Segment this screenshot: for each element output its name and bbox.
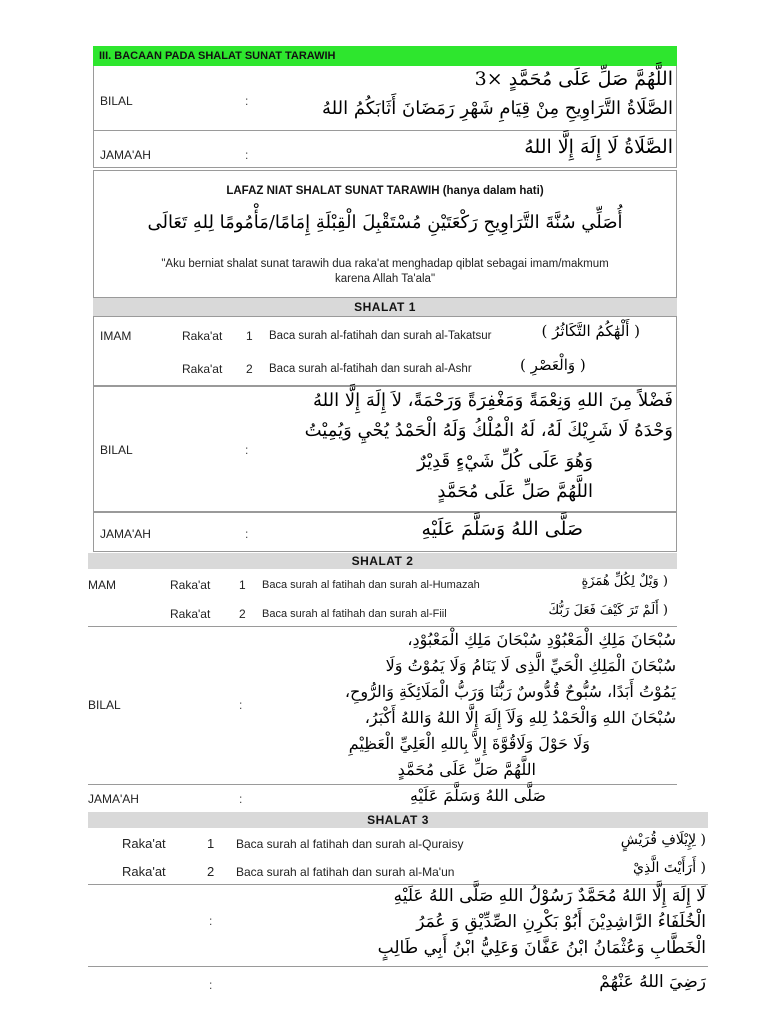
rakaat-label: Raka'at — [170, 578, 211, 592]
rakaat-surah-arabic: ( أَلْهَٰكُمُ التَّكَاثُرُ ) — [541, 322, 640, 340]
niat-title: LAFAZ NIAT SHALAT SUNAT TARAWIH (hanya dalam hati) — [226, 185, 544, 197]
rakaat-description: Baca surah al fatihah dan surah al-Quraisy — [236, 837, 464, 851]
rakaat-description: Baca surah al-fatihah dan surah al-Ashr — [269, 363, 472, 375]
bilal-line: سُبْحَانَ مَلِكِ الْمَعْبُوْدِ سُبْحَانَ مَلِكِ الْمَعْبُوْدِ، — [407, 630, 676, 649]
jamaah-label: JAMA'AH — [88, 792, 139, 806]
rakaat-surah-arabic: ( وَيْلٌ لِكُلِّ هُمَزَةٍ — [581, 574, 668, 589]
bilal-line: وَحْدَهُ لَا شَرِيْكَ لَهُ، لَهُ الْمُلْكُ وَلَهُ الْحَمْدُ يُحْيِ وَيُمِيْتُ — [304, 420, 673, 441]
row-divider — [88, 784, 677, 785]
rakaat-surah-arabic: ( لِإِيْلَافِ قُرَيْشٍ — [620, 832, 706, 848]
bilal-label: BILAL — [88, 698, 121, 712]
niat-arabic: أُصَلِّي سُنَّةَ التَّرَاوِيحِ رَكْعَتَيْنِ مُسْتَقْبِلَ الْقِبْلَةِ إِمَامًا/مَأْمُومًا لِلهِ تَعَالَى — [147, 212, 623, 233]
niat-translation-line2: karena Allah Ta'ala" — [334, 273, 436, 285]
rakaat-description: Baca surah al fatihah dan surah al-Humazah — [262, 579, 480, 591]
rakaat-surah-arabic: ( أَلَمْ تَرَ كَيْفَ فَعَلَ رَبُّكَ — [548, 603, 668, 618]
shalat1-jamaah-box — [93, 512, 677, 552]
rakaat-number: 2 — [239, 607, 246, 621]
rakaat-surah-arabic: ( أَرَأَيْتَ الَّذِيْ — [632, 860, 706, 876]
bilal-line: اللَّهُمَّ صَلِّ عَلَى مُحَمَّدٍ — [397, 760, 536, 779]
row-divider — [88, 626, 677, 627]
colon: : — [209, 914, 213, 928]
rakaat-label: Raka'at — [182, 362, 223, 376]
rakaat-number: 1 — [246, 329, 253, 343]
section-header: III. BACAAN PADA SHALAT SUNAT TARAWIH — [93, 46, 677, 66]
rakaat-number: 2 — [246, 362, 253, 376]
colon: : — [239, 792, 243, 806]
niat-translation-line1: "Aku berniat shalat sunat tarawih dua raka'at menghadap qiblat sebagai imam/makmum — [161, 258, 609, 270]
jamaah-text: صَلَّى اللهُ وَسَلَّمَ عَلَيْهِ — [410, 786, 546, 805]
jamaah-label: JAMA'AH — [100, 148, 151, 162]
rakaat-label: Raka'at — [122, 864, 166, 879]
rakaat-label: Raka'at — [170, 607, 211, 621]
jamaah-text: صَلَّى اللهُ وَسَلَّمَ عَلَيْهِ — [421, 518, 583, 540]
bilal-line: يَمُوْتُ أَبَدًا، سُبُّوحٌ قُدُّوسٌ رَبُّنَا وَرَبُّ الْمَلَائِكَةِ وَالرُّوحِ، — [344, 682, 676, 701]
rakaat-label: Raka'at — [122, 836, 166, 851]
colon: : — [245, 527, 249, 541]
bilal-line: وَهُوَ عَلَى كُلِّ شَيْءٍ قَدِيْرٌ — [417, 451, 593, 472]
bilal-line: وَلَا حَوْلَ وَلَاقُوَّةَ إِلاَّ بِاللهِ الْعَلِيِّ الْعَظِيْمِ — [348, 734, 590, 753]
row-divider — [93, 130, 677, 131]
bilal-opening-line2: الصَّلَاةُ التَّرَاوِيحِ مِنْ قِيَامِ شَهْرِ رَمَضَانَ أَثَابَكُمُ اللهُ — [322, 98, 673, 119]
bilal-line: الْخُلَفَاءُ الرَّاشِدِيْنَ أَبُوْ بَكْرِنِ الصِّدِّيْقِ وَ عُمَرُ — [416, 912, 706, 932]
bilal-line: سُبْحَانَ الْمَلِكِ الْحَيِّ الَّذِى لَا يَنَامُ وَلَا يَمُوْتُ وَلَا — [385, 656, 676, 675]
imam-label: IMAM — [100, 329, 132, 343]
colon: : — [245, 94, 249, 108]
jamaah-opening-text: الصَّلَاةُ لَا إِلَهَ إِلَّا اللهُ — [524, 136, 673, 158]
shalat3-header: SHALAT 3 — [88, 812, 708, 828]
rakaat-number: 2 — [207, 864, 215, 879]
row-divider — [88, 966, 708, 967]
rakaat-number: 1 — [239, 578, 246, 592]
colon: : — [209, 978, 213, 992]
shalat2-header: SHALAT 2 — [88, 553, 677, 569]
rakaat-surah-arabic: ( وَالْعَصْرِ ) — [520, 356, 586, 374]
colon: : — [239, 698, 243, 712]
closing-line: رَضِيَ اللهُ عَنْهُمْ — [599, 972, 706, 992]
jamaah-label: JAMA'AH — [100, 527, 151, 541]
bilal-opening-line1: اللَّهُمَّ صَلِّ عَلَى مُحَمَّدٍ ×3 — [474, 68, 673, 90]
imam-label: MAM — [88, 578, 116, 592]
bilal-line: اللَّهُمَّ صَلِّ عَلَى مُحَمَّدٍ — [437, 481, 593, 502]
colon: : — [245, 443, 249, 457]
bilal-line: سُبْحَانَ اللهِ وَالْحَمْدُ لِلهِ وَلَاَ إِلَهَ إِلَّا اللهُ وَاللهُ أَكْبَرُ، — [364, 708, 676, 727]
rakaat-description: Baca surah al fatihah dan surah al-Fiil — [262, 608, 447, 620]
rakaat-number: 1 — [207, 836, 215, 851]
rakaat-description: Baca surah al fatihah dan surah al-Ma'un — [236, 865, 455, 879]
bilal-line: الْخَطَّابِ وَعُثْمَانُ ابْنُ عَفَّانَ وَعَلِيُّ ابْنُ أَبِي طَالِبٍ — [377, 938, 706, 958]
bilal-line: لَا إِلَهَ إِلَّا اللهُ مُحَمَّدٌ رَسُوْلُ اللهِ صَلَّى اللهُ عَلَيْهِ — [393, 886, 706, 906]
bilal-line: فَضْلاً مِنَ اللهِ وَنِعْمَةً وَمَغْفِرَةً وَرَحْمَةً، لاَ إِلَهَ إِلَّا اللهُ — [313, 390, 673, 411]
rakaat-label: Raka'at — [182, 329, 223, 343]
row-divider — [88, 884, 708, 885]
colon: : — [245, 148, 249, 162]
rakaat-description: Baca surah al-fatihah dan surah al-Takatsur — [269, 330, 492, 342]
bilal-label: BILAL — [100, 94, 133, 108]
bilal-label: BILAL — [100, 443, 133, 457]
shalat1-header: SHALAT 1 — [93, 298, 677, 316]
